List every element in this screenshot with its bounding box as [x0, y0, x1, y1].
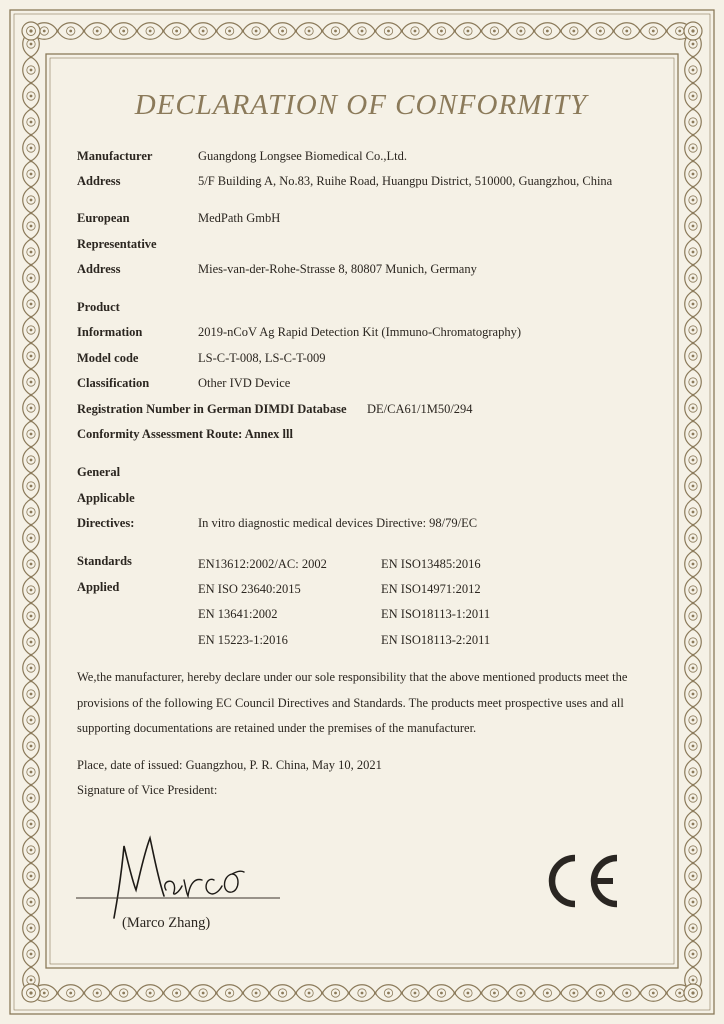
representative-label-line2: Representative — [77, 237, 157, 251]
registration-value: DE/CA61/1M50/294 — [367, 402, 473, 416]
product-label-line1: Product — [77, 300, 120, 314]
standard-item: EN ISO13485:2016 — [381, 557, 481, 571]
directives-label-line2: Applicable — [77, 491, 135, 505]
standard-item: EN13612:2002/AC: 2002 — [198, 557, 327, 571]
directives-value: In vitro diagnostic medical devices Directive: 98/79/EC — [198, 516, 478, 530]
signature-label: Signature of Vice President: — [77, 783, 218, 797]
declaration-paragraph: We,the manufacturer, hereby declare under our sole responsibility that the above mentioned products meet the provisions of the following EC Council Directives and Standards. The products meet prospective uses and all supporting documentations are retained under the premises of the manufacturer. — [77, 670, 628, 735]
product-value: 2019-nCoV Ag Rapid Detection Kit (Immuno-Chromatography) — [198, 325, 521, 339]
representative-address-label: Address — [77, 262, 121, 276]
model-code-label: Model code — [77, 351, 139, 365]
standard-item: EN 15223-1:2016 — [198, 633, 288, 647]
model-code-value: LS-C-T-008, LS-C-T-009 — [198, 351, 326, 365]
standard-item: EN 13641:2002 — [198, 607, 278, 621]
standard-item: EN ISO14971:2012 — [381, 582, 481, 596]
manufacturer-address-label: Address — [77, 174, 121, 188]
standards-label-line2: Applied — [77, 580, 120, 594]
directives-label-line1: General — [77, 465, 121, 479]
representative-value: MedPath GmbH — [198, 211, 281, 225]
place-date-text: Place, date of issued: Guangzhou, P. R. China, May 10, 2021 — [77, 758, 382, 772]
representative-address-value: Mies-van-der-Rohe-Strasse 8, 80807 Munich, Germany — [198, 262, 477, 276]
standard-item: EN ISO 23640:2015 — [198, 582, 301, 596]
standard-item: EN ISO18113-2:2011 — [381, 633, 491, 647]
registration-label: Registration Number in German DIMDI Database — [77, 402, 347, 416]
standard-item: EN ISO18113-1:2011 — [381, 607, 491, 621]
directives-label-line3: Directives: — [77, 516, 135, 530]
product-label-line2: Information — [77, 325, 143, 339]
classification-value: Other IVD Device — [198, 376, 291, 390]
classification-label: Classification — [77, 376, 150, 390]
manufacturer-value: Guangdong Longsee Biomedical Co.,Ltd. — [198, 149, 407, 163]
signature-name: (Marco Zhang) — [122, 915, 211, 931]
ce-mark-logo — [541, 852, 621, 910]
manufacturer-address-value: 5/F Building A, No.83, Ruihe Road, Huangpu District, 510000, Guangzhou, China — [198, 174, 613, 188]
manufacturer-label: Manufacturer — [77, 149, 153, 163]
document-title: DECLARATION OF CONFORMITY — [134, 89, 588, 121]
certificate-body — [54, 62, 668, 960]
standards-label-line1: Standards — [77, 554, 132, 568]
vice-president-signature — [74, 832, 284, 922]
assessment-route-label: Conformity Assessment Route: Annex lll — [77, 427, 293, 441]
representative-label-line1: European — [77, 211, 130, 225]
